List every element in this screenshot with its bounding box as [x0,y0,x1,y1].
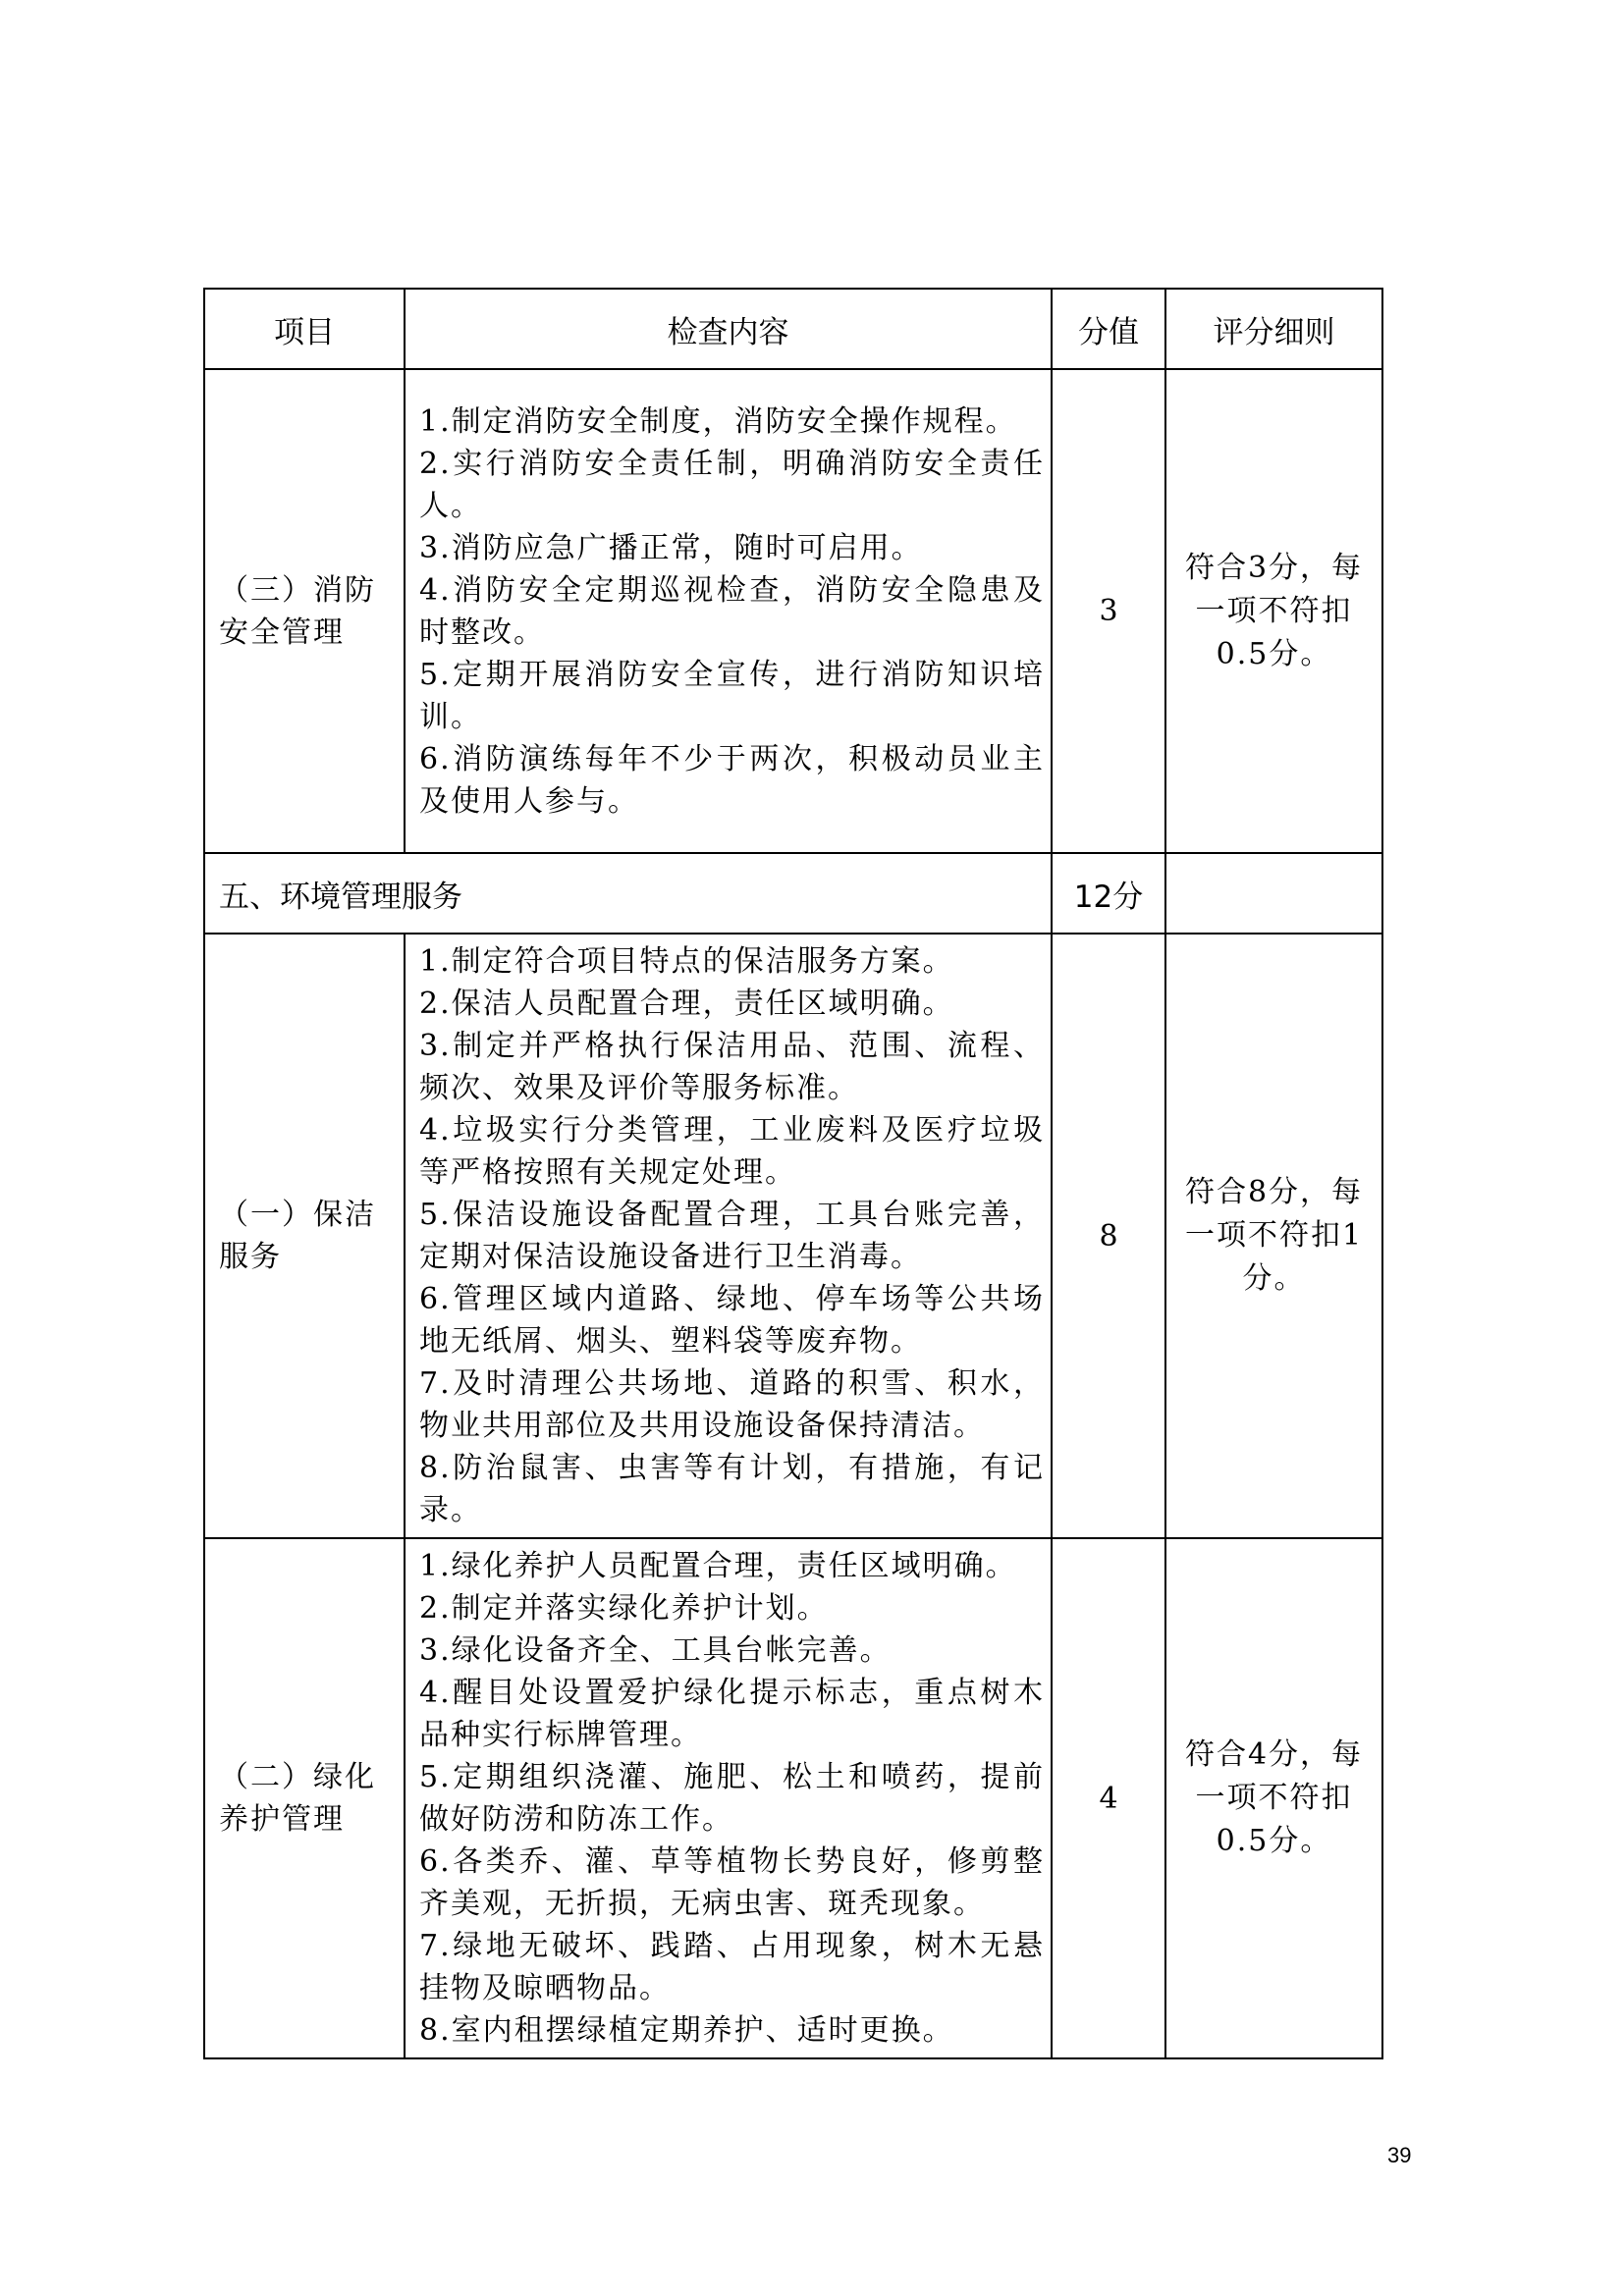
score-greening: 4 [1052,1538,1165,2058]
section-row-environment [204,853,1382,934]
rule-fire-safety: 符合3分，每一项不符扣0.5分。 [1165,369,1382,853]
content-line: 2.保洁人员配置合理，责任区域明确。 [419,987,954,1021]
header-rule: 评分细则 [1165,289,1382,369]
content-line: 5.定期组织浇灌、施肥、松土和喷药，提前做好防涝和防冻工作。 [419,1760,1045,1837]
content-cleaning [405,934,1052,1538]
content-line: 6.消防演练每年不少于两次，积极动员业主及使用人参与。 [419,741,1045,819]
content-fire-safety [405,369,1052,853]
section-score-environment: 12分 [1052,853,1165,934]
content-line: 8.室内租摆绿植定期养护、适时更换。 [419,2013,954,2048]
table-row-fire-safety [204,369,1382,853]
content-line: 4.醒目处设置爱护绿化提示标志，重点树木品种实行标牌管理。 [419,1676,1045,1752]
table-header-row [204,289,1382,369]
content-greening [405,1538,1052,2058]
content-line: 3.制定并严格执行保洁用品、范围、流程、频次、效果及评价等服务标准。 [419,1029,1045,1105]
content-line: 6.管理区域内道路、绿地、停车场等公共场地无纸屑、烟头、塑料袋等废弃物。 [419,1282,1045,1359]
score-cleaning: 8 [1052,934,1165,1538]
content-line: 5.保洁设施设备配置合理，工具台账完善，定期对保洁设施设备进行卫生消毒。 [419,1198,1045,1274]
section-rule-environment [1165,853,1382,934]
page-number: 39 [1387,2143,1412,2167]
content-line: 5.定期开展消防安全宣传，进行消防知识培训。 [419,657,1045,734]
item-cleaning: （一）保洁服务 [204,934,405,1538]
header-item: 项目 [204,289,405,369]
content-line: 1.绿化养护人员配置合理，责任区域明确。 [419,1549,1017,1583]
content-line: 6.各类乔、灌、草等植物长势良好，修剪整齐美观，无折损，无病虫害、斑秃现象。 [419,1844,1045,1921]
content-line: 3.消防应急广播正常，随时可启用。 [419,530,923,565]
content-line: 4.垃圾实行分类管理，工业废料及医疗垃圾等严格按照有关规定处理。 [419,1113,1045,1190]
header-score: 分值 [1052,289,1165,369]
content-line: 7.及时清理公共场地、道路的积雪、积水，物业共用部位及共用设施设备保持清洁。 [419,1366,1045,1443]
content-line: 2.实行消防安全责任制，明确消防安全责任人。 [419,446,1045,523]
rule-cleaning: 符合8分，每一项不符扣1分。 [1165,934,1382,1538]
score-fire-safety: 3 [1052,369,1165,853]
content-line: 8.防治鼠害、虫害等有计划，有措施，有记录。 [419,1451,1045,1527]
item-greening: （二）绿化养护管理 [204,1538,405,2058]
content-line: 1.制定消防安全制度，消防安全操作规程。 [419,403,1017,439]
section-title-environment: 五、环境管理服务 [204,853,1052,934]
content-line: 3.绿化设备齐全、工具台帐完善。 [419,1633,892,1668]
table-row-cleaning [204,934,1382,1538]
inspection-score-table [203,288,1383,2059]
rule-greening: 符合4分，每一项不符扣0.5分。 [1165,1538,1382,2058]
content-line: 1.制定符合项目特点的保洁服务方案。 [419,944,954,979]
table-row-greening [204,1538,1382,2058]
header-content: 检查内容 [405,289,1052,369]
content-line: 4.消防安全定期巡视检查，消防安全隐患及时整改。 [419,572,1045,650]
content-line: 2.制定并落实绿化养护计划。 [419,1591,829,1626]
content-line: 7.绿地无破坏、践踏、占用现象，树木无悬挂物及晾晒物品。 [419,1929,1045,2005]
item-fire-safety: （三）消防安全管理 [204,369,405,853]
